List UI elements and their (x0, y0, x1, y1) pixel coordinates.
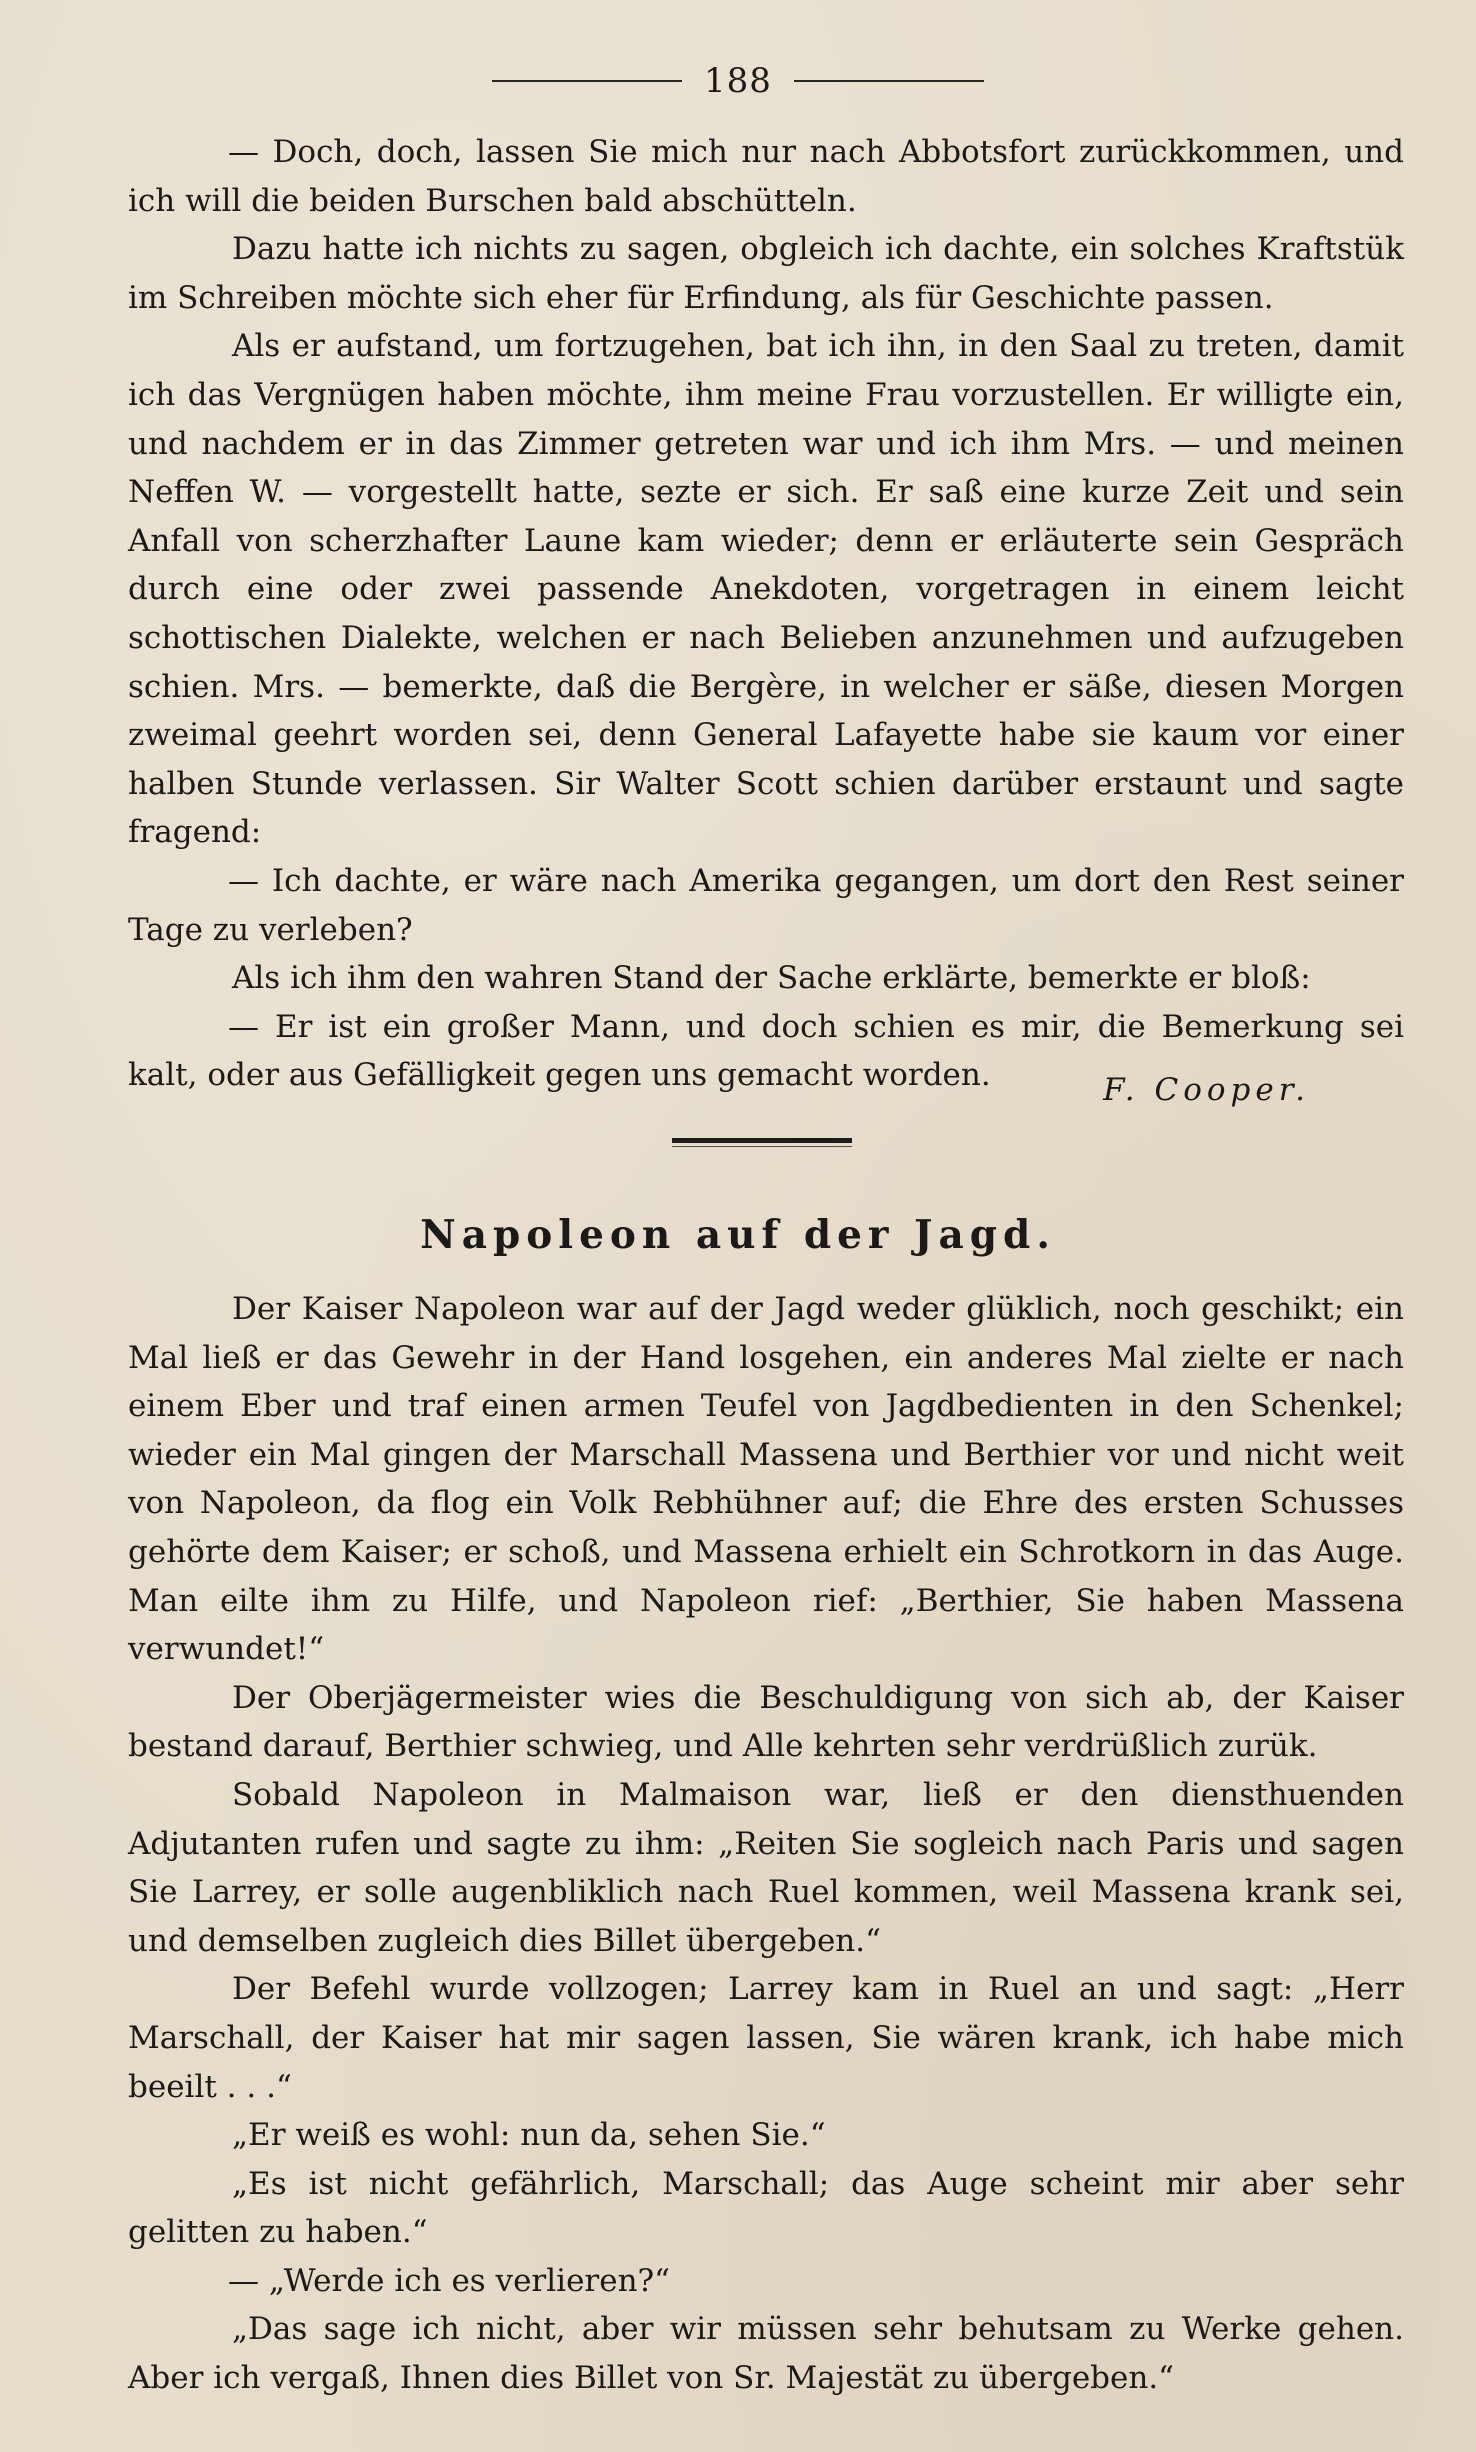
napoleon-story (128, 1285, 1404, 2403)
paragraph: Der Oberjägermeister wies die Beschuldigung von sich ab, der Kaiser bestand darauf, Berthier schwieg, und Alle kehrten sehr verdrüßlich zurük. (128, 1679, 1404, 1765)
paragraph: Als ich ihm den wahren Stand der Sache erklärte, bemerkte er bloß: (232, 960, 1311, 997)
paragraph: Sobald Napoleon in Malmaison war, ließ er den diensthuenden Adjutanten rufen und sagte zu ihm: „Reiten Sie sogleich nach Paris und sagen Sie Larrey, er solle augenbliklich nach Ruel kommen, weil Massena krank sei, und demselben zugleich dies Billet übergeben.“ (128, 1776, 1404, 1959)
paragraph: Der Befehl wurde vollzogen; Larrey kam in Ruel an und sagt: „Herr Marschall, der Kaiser hat mir sagen lassen, Sie wären krank, ich habe mich beeilt . . .“ (128, 1971, 1404, 2105)
section-title: Napoleon auf der Jagd. (420, 1212, 1056, 1258)
paragraph: — Doch, doch, lassen Sie mich nur nach Abbotsfort zurückkommen, und ich will die beiden Burschen bald abschütteln. (128, 134, 1404, 219)
paragraph: — „Werde ich es verlieren?“ (228, 2262, 671, 2299)
header-rule-right (794, 80, 984, 82)
header-rule-left (492, 80, 682, 82)
paragraph: „Er weiß es wohl: nun da, sehen Sie.“ (232, 2117, 826, 2154)
paragraph: Dazu hatte ich nichts zu sagen, obgleich ich dachte, ein solches Kraftstük im Schreiben möchte sich eher für Erfindung, als für Geschichte passen. (128, 231, 1404, 316)
paragraph: — Er ist ein großer Mann, und doch schien es mir, die Bemerkung sei kalt, oder aus Gefälligkeit gegen uns gemacht worden. (128, 1008, 1404, 1094)
paragraph: „Das sage ich nicht, aber wir müssen sehr behutsam zu Werke gehen. Aber ich vergaß, Ihnen dies Billet von Sr. Majestät zu übergeben.“ (128, 2311, 1404, 2397)
section-divider (672, 1138, 852, 1143)
paragraph: — Ich dachte, er wäre nach Amerika gegangen, um dort den Rest seiner Tage zu verleben? (128, 862, 1404, 948)
paragraph: Als er aufstand, um fortzugehen, bat ich ihn, in den Saal zu treten, damit ich das Vergnügen haben möchte, ihm meine Frau vorzustellen. Er willigte ein, und nachdem er in das Zimmer getreten war und ich ihm Mrs. — und meinen Neffen W. — vorgestellt hatte, sezte er sich. Er saß eine kurze Zeit und sein Anfall von scherzhafter Laune kam wieder; denn er erläuterte sein Gespräch durch eine oder zwei passende Anekdoten, vorgetragen in einem leicht schottischen Dialekte, welchen er nach Belieben anzunehmen und aufzugeben schien. Mrs. — bemerkte, daß die Bergère, in welcher er säße, diesen Morgen zweimal geehrt worden sei, denn General Lafayette habe sie kaum vor einer halben Stunde verlassen. Sir Walter Scott schien darüber erstaunt und sagte fragend: (128, 328, 1404, 851)
paragraph: „Es ist nicht gefährlich, Marschall; das Auge scheint mir aber sehr gelitten zu haben.“ (128, 2165, 1404, 2251)
paragraph: Der Kaiser Napoleon war auf der Jagd weder glüklich, noch geschikt; ein Mal ließ er das Gewehr in der Hand losgehen, ein anderes Mal zielte er nach einem Eber und traf einen armen Teufel von Jagdbedienten in den Schenkel; wieder ein Mal gingen der Marschall Massena und Berthier vor und nicht weit von Napoleon, da flog ein Volk Rebhühner auf; die Ehre des ersten Schusses gehörte dem Kaiser; er schoß, und Massena erhielt ein Schrotkorn in das Auge. Man eilte ihm zu Hilfe, und Napoleon rief: „Berthier, Sie haben Massena verwundet!“ (128, 1291, 1404, 1668)
author-signature: F. Cooper. (1103, 1072, 1310, 1108)
cooper-excerpt (128, 128, 1404, 1100)
page-header (0, 56, 1476, 106)
page-number: 188 (704, 61, 772, 101)
